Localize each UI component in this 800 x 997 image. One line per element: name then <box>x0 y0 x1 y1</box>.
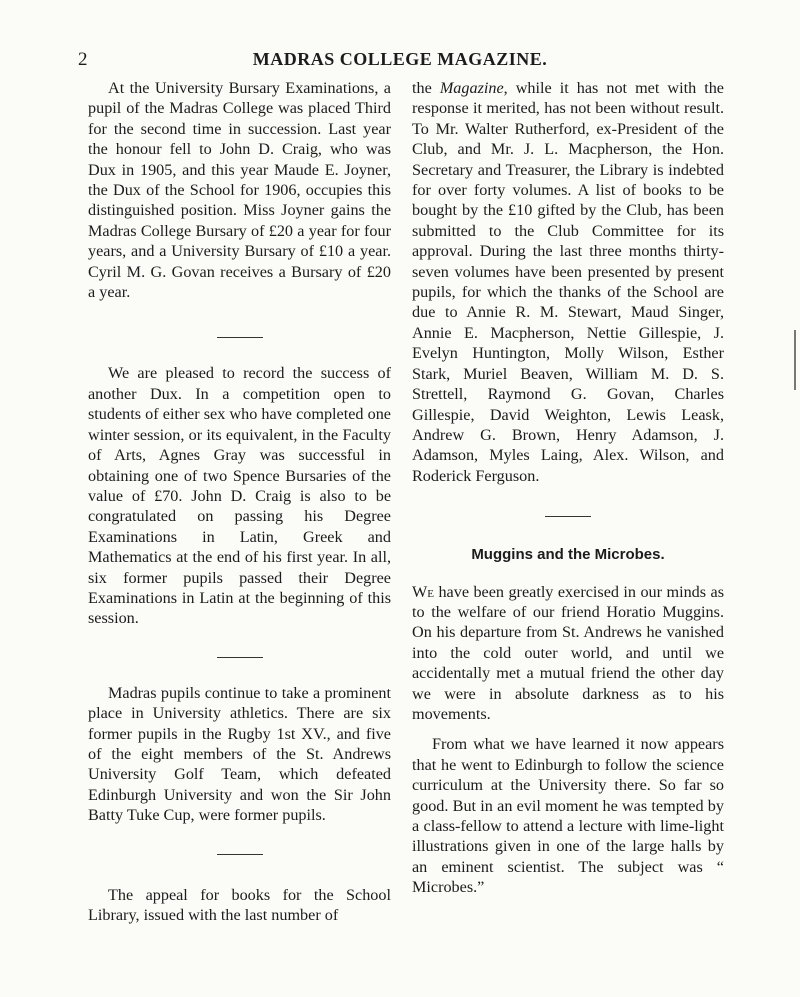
magazine-italic: Magazine <box>439 79 504 97</box>
scan-edge-mark <box>794 330 796 390</box>
dux-paragraph: We are pleased to record the success of another Dux. In a competition open to students of either sex who have completed one winter session, or its equivalent, in the Faculty of Arts, Agnes Gray was successful in obtaining one of two Spence Bursaries of the value of £70. John D. Craig is also to be congratulated on passing his Degree Examinations in Latin, Greek and Mathematics at the end of his first year. In all, six former pupils passed their Degree Examinations in Latin at the beginning of this session. <box>88 364 391 628</box>
athletics-paragraph: Madras pupils continue to take a prominent place in University athletics. There are six former pupils in the Rugby 1st XV., and five of the eight members of the St. Andrews University Golf Team, which defeated Edinburgh University and won the Sir John Batty Tuke Cup, were former pupils. <box>88 683 391 825</box>
library-appeal-paragraph: The appeal for books for the School Library, issued with the last number of <box>88 885 391 924</box>
muggins-paragraph-1: We have been greatly exercised in our minds as to the welfare of our friend Horatio Muggins. On his departure from St. Andrews he vanished into the cold outer world, and until we accidentally met a mutual friend the other day we were in absolute darkness as to his movements. <box>412 582 724 723</box>
page-number: 2 <box>78 49 88 70</box>
left-column <box>88 78 391 925</box>
magazine-title: MADRAS COLLEGE MAGAZINE. <box>252 49 548 69</box>
library-continued-paragraph: the Magazine, while it has not met with the response it merited, has not been without result. To Mr. Walter Rutherford, ex-President of the Club, and Mr. J. L. Macpherson, the Hon. Secretary and Treasurer, the Library is indebted for over forty volumes. A list of books to be bought by the £10 gifted by the Club, has been submitted to the Club Committee for its approval. During the last three months thirty-seven volumes have been presented by present pupils, for which the thanks of the School are due to Annie R. M. Stewart, Maud Singer, Annie E. Macpherson, Nettie Gillespie, J. Evelyn Huntington, Molly Wilson, Esther Stark, Muriel Beaven, William M. D. S. Strettell, Raymond G. Govan, Charles Gillespie, David Weighton, Lewis Leask, Andrew G. Brown, Henry Adamson, J. Adamson, Myles Laing, Alex. Wilson, and Roderick Ferguson. <box>412 79 724 485</box>
muggins-paragraph-2: From what we have learned it now appears that he went to Edinburgh to follow the science curriculum at the University there. So far so good. But in an evil moment he was tempted by a class-fellow to attend a lecture with lime-light illustrations given in one of the large halls by an eminent scientist. The subject was “ Microbes.” <box>412 735 724 897</box>
page-header <box>0 45 800 75</box>
right-column <box>412 78 724 898</box>
section-heading: Muggins and the Microbes. <box>471 546 665 564</box>
bursary-paragraph: At the University Bursary Examinations, a pupil of the Madras College was placed Third for the second time in succession. Last year the honour fell to John D. Craig, who was Dux in 1905, and this year Maude E. Joyner, the Dux of the School for 1906, occupies this distinguished position. Miss Joyner gains the Madras College Bursary of £20 a year for four years, and a University Bursary of £10 a year. Cyril M. G. Govan receives a Bursary of £20 a year. <box>88 79 391 302</box>
drop-word: We <box>412 582 434 601</box>
